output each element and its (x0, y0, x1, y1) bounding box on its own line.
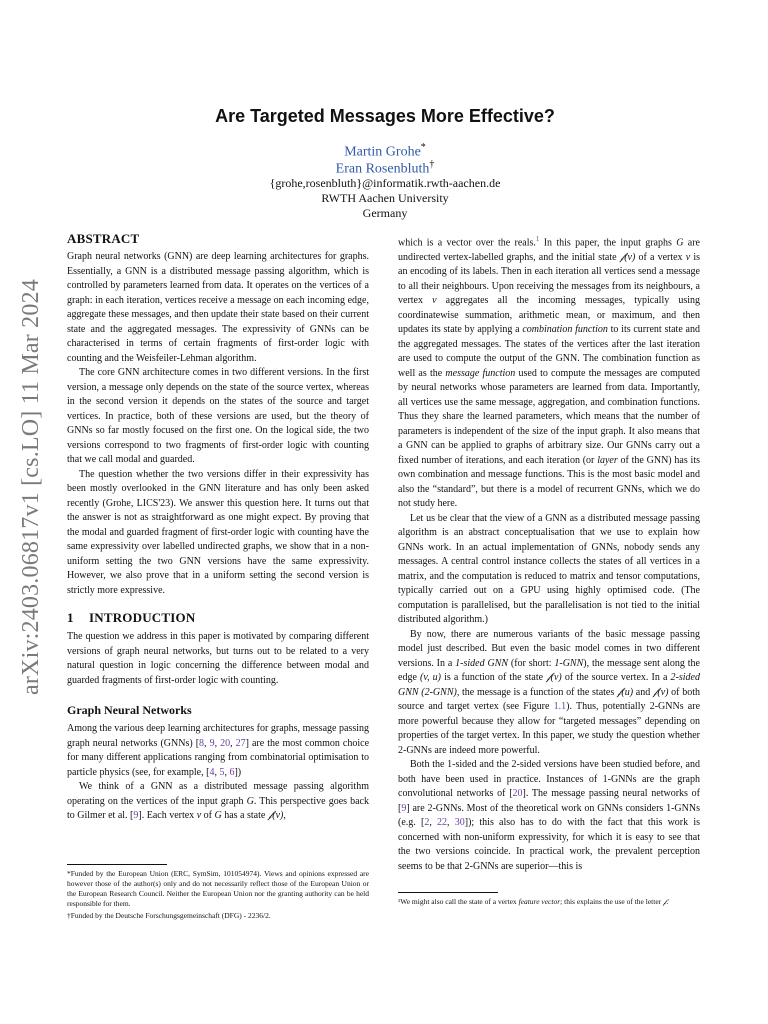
footnote-link[interactable]: 1 (535, 235, 540, 243)
right-column (398, 232, 700, 874)
citation-link[interactable]: 20 (220, 737, 231, 749)
section-title: INTRODUCTION (89, 610, 196, 625)
footnotes-left (67, 854, 369, 921)
citation-link[interactable]: 9 (209, 737, 215, 749)
citation-link[interactable]: 5 (219, 766, 225, 778)
institution: RWTH Aachen University (321, 191, 449, 205)
citation-link[interactable]: 27 (235, 737, 246, 749)
abstract-paragraph-3: The question whether the two versions differ in their expressivity has been mostly overlooked in the GNN literature and has only been asked recently (Grohe, LICS'23). We answer this question here. It turns out that the answer is not as straightforward as one might expect. By proving that the modal and guarded fragment of first-order logic with counting have the same expressivity over labelled undirected graphs, we show that in a non-uniform setting the two GNN versions have the same expressivity. However, we also prove that in a uniform setting the second version is strictly more expressive. (67, 468, 369, 596)
gnn-paragraph-2: We think of a GNN as a distributed message passing algorithm operating on the vertices of the input graph G. This perspective goes back to Gilmer et al. [9]. Each vertex v of G has a state 𝒻(v), (67, 781, 369, 821)
author-email: {grohe,rosenbluth}@informatik.rwth-aachen.de (269, 176, 501, 190)
arxiv-identifier: arXiv:2403.06817v1 [cs.LO] 11 Mar 2024 (18, 279, 44, 695)
right-paragraph-4: Both the 1-sided and the 2-sided versions have been studied before, and both have been used in practice. Instances of 1-GNNs are the graph convolutional networks of [20]. The message passing neural networks of [9] are 2-GNNs. Most of the theoretical work on GNNs considers 1-GNNs (e.g. [2, 22, 30]); this also has to do with the fact that this work is concerned with non-uniform expressivity, for which it is easy to see that the two versions coincide. In practical work, the prevalent perception seems to be that 2-GNNs are superior—this is (398, 759, 701, 872)
footnote-funding-dfg: †Funded by the Deutsche Forschungsgemeinschaft (DFG) - 2236/2. (67, 911, 271, 920)
footnotes-right (398, 882, 700, 907)
abstract-paragraph-2: The core GNN architecture comes in two different versions. In the first version, a message only depends on the state of the source vertex, whereas in the second version it depends on the states of the source and target vertices. In practice, both of these versions are used, but the theory of GNNs so far mostly focused on the first one. On the logical side, the two versions correspond to two fragments of first-order logic with counting that we call modal and guarded. (67, 367, 369, 465)
country: Germany (362, 206, 408, 220)
section-heading-introduction (67, 609, 369, 627)
author-name[interactable]: Eran Rosenbluth (335, 161, 430, 177)
footnote-feature-vector: ¹We might also call the state of a vertex feature vector; this explains the use of the letter 𝒻. (398, 897, 669, 906)
citation-link[interactable]: 20 (512, 788, 523, 800)
citation-link[interactable]: 8 (199, 737, 205, 749)
citation-link[interactable]: 4 (209, 766, 215, 778)
right-paragraph-3: By now, there are numerous variants of the basic message passing model just described. But even the basic model comes in two different versions. In a 1-sided GNN (for short: 1-GNN), the message sent along the edge (v, u) is a function of the state 𝒻(v) of the source vertex. In a 2-sided GNN (2-GNN), the message is a function of the states 𝒻(u) and 𝒻(v) of both source and target vertex (see Figure 1.1). Thus, potentially 2-GNNs are more powerful because they allow for “targeted messages” depending on properties of the target vertex. In this paper, we study the question whether 2-GNNs are indeed more powerful. (398, 628, 701, 756)
citation-link[interactable]: 30 (454, 817, 465, 829)
author-mark: * (420, 142, 426, 153)
citation-link[interactable]: 9 (401, 802, 407, 814)
citation-link[interactable]: 22 (437, 817, 448, 829)
footnote-rule (67, 864, 167, 865)
footnote-funding-erc: *Funded by the European Union (ERC, SymSim, 101054974). Views and opinions expressed are however those of the author(s) only and do not necessarily reflect those of the European Union or the European Research Council. Neither the European Union nor the granting authority can be held responsible for them. (67, 869, 369, 908)
left-column (67, 230, 369, 824)
section-number: 1 (67, 610, 74, 625)
abstract-heading: ABSTRACT (67, 231, 140, 246)
citation-link[interactable]: 9 (133, 810, 139, 821)
right-paragraph-1: which is a vector over the reals.$^1$ In this paper, the input graphs G are undirected vertex-labelled graphs, and the initial state 𝒻(v) of a vertex v is an encoding of its labels. Then in each iteration all vertices send a message to all their neighbours. Upon receiving the messages from its neighbours, a vertex v aggregates all the incoming messages, typically using coordinatewise summation, arithmetic mean, or maximum, and then updates its state by applying a combination function to its current state and the aggregated messages. The states of the vertices after the last iteration are used to compute the output of the GNN. The combination function as well as the message function used to compute the messages are computed by neural networks whose parameters are learned from data. Importantly, all vertices use the same message, aggregation, and combination functions. Thus they share the learned parameters, which means that the number of parameters is independent of the size of the input graph. It also means that a GNN can be applied to graphs of arbitrary size. Our GNNs carry out a fixed number of iterations, and each iteration (or layer of the GNN) has its own combination and message functions. This is the most basic model and also the “standard”, but there is a model of recurrent GNNs, which we do not study here. (398, 235, 701, 510)
footnote-rule (398, 892, 498, 893)
figure-link[interactable]: 1.1 (553, 701, 567, 713)
subsection-heading-gnn: Graph Neural Networks (67, 703, 192, 717)
author-mark: † (429, 159, 435, 170)
author-name[interactable]: Martin Grohe (344, 144, 421, 160)
abstract-paragraph-1: Graph neural networks (GNN) are deep learning architectures for graphs. Essentially, a GNN is a distributed message passing algorithm, which is controlled by parameters learned from data. It operates on the vertices of a graph: in each iteration, vertices receive a message on each incoming edge, aggregate these messages, and then update their state based on their current state and the aggregated messages. The expressivity of GNNs can be characterised in terms of certain fragments of first-order logic with counting and the Weisfeiler-Lehman algorithm. (67, 251, 369, 364)
paper-title: Are Targeted Messages More Effective? (215, 106, 555, 126)
right-paragraph-2: Let us be clear that the view of a GNN as a distributed message passing algorithm is an abstract conceptualisation that we use to explain how GNNs work. In an actual implementation of GNNs, nobody sends any messages. A central control instance collects the states of all vertices in a matrix, and the computation is reduced to matrix and tensor computations, typically carried out on a GPU using highly optimised code. (The computation is parallelised, but the parallelisation is not tied to the initial distributed algorithm.) (398, 512, 700, 626)
citation-link[interactable]: 6 (229, 766, 235, 778)
gnn-paragraph-1: Among the various deep learning architectures for graphs, message passing graph neural networks (GNNs) [8, 9, 20, 27] are the most common choice for many different applications ranging from combinatorial optimisation to particle physics (see, for example, [4, 5, 6]) (67, 723, 370, 778)
arxiv-stamp (0, 0, 50, 1024)
intro-paragraph: The question we address in this paper is motivated by comparing different versions of graph neural networks, but turns out to be related to a very natural question in logic concerning the difference between modal and guarded fragments of first-order logic with counting. (67, 631, 369, 686)
citation-link[interactable]: 2 (424, 817, 430, 829)
